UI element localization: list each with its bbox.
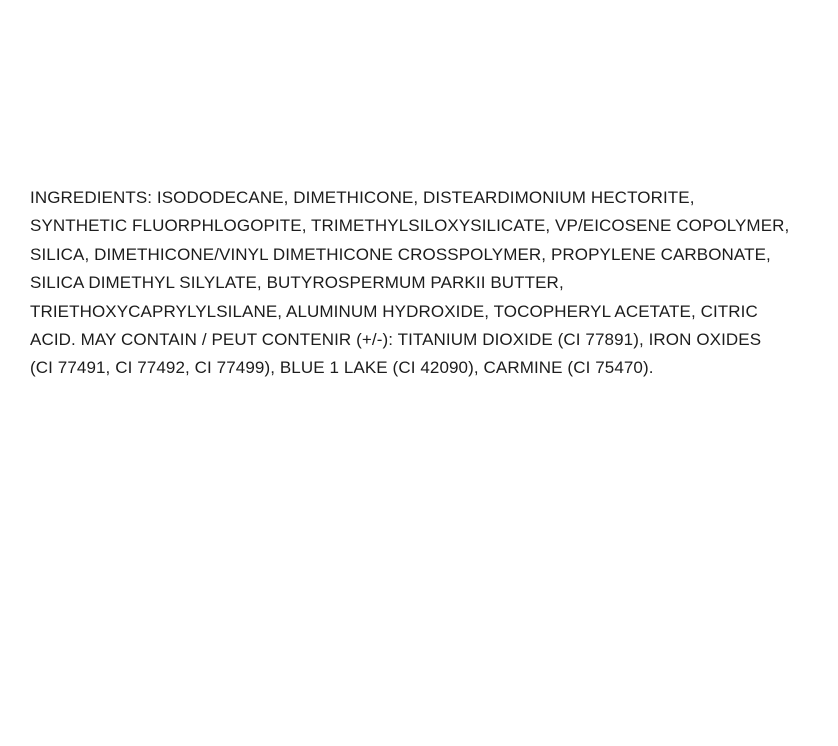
ingredients-line: SILICA DIMETHYL SILYLATE, BUTYROSPERMUM PARKII BUTTER, xyxy=(30,273,564,293)
ingredients-line: SYNTHETIC FLUORPHLOGOPITE, TRIMETHYLSILOXYSILICATE, VP/EICOSENE COPOLYMER, xyxy=(30,216,790,236)
ingredients-line: ACID. MAY CONTAIN / PEUT CONTENIR (+/-): TITANIUM DIOXIDE (CI 77891), IRON OXIDES xyxy=(30,330,762,350)
ingredients-paragraph xyxy=(30,184,814,383)
ingredients-line: INGREDIENTS: ISODODECANE, DIMETHICONE, DISTEARDIMONIUM HECTORITE, xyxy=(30,188,695,207)
ingredients-line: (CI 77491, CI 77492, CI 77499), BLUE 1 LAKE (CI 42090), CARMINE (CI 75470). xyxy=(30,358,654,378)
ingredients-line: SILICA, DIMETHICONE/VINYL DIMETHICONE CROSSPOLYMER, PROPYLENE CARBONATE, xyxy=(30,244,771,264)
ingredients-line: TRIETHOXYCAPRYLYLSILANE, ALUMINUM HYDROXIDE, TOCOPHERYL ACETATE, CITRIC xyxy=(30,301,758,321)
